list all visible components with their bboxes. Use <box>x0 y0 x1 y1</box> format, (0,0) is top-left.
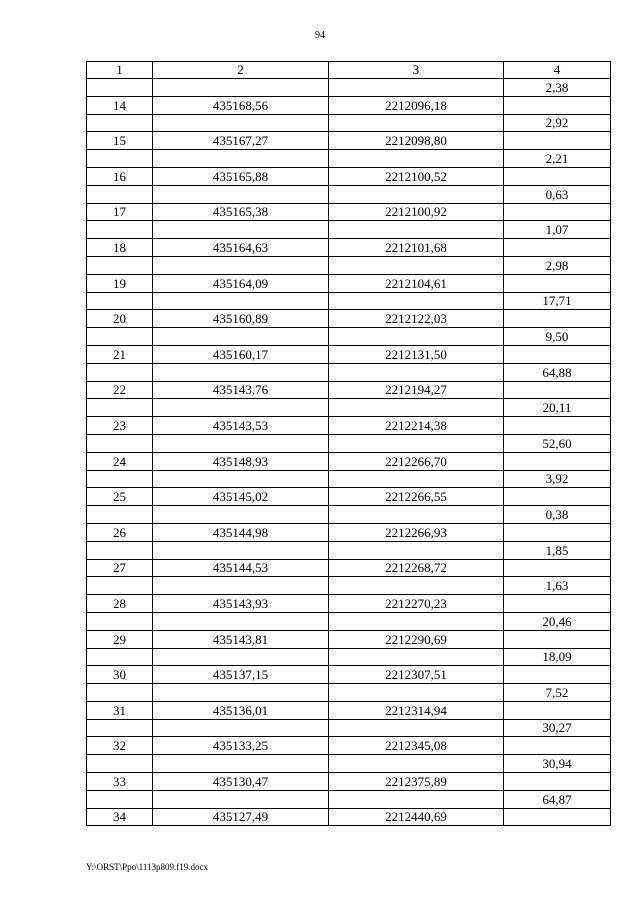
y-coordinate-cell <box>329 150 504 168</box>
distance-cell <box>504 773 611 791</box>
distance-cell: 18,09 <box>504 648 611 666</box>
x-coordinate-cell: 435164,09 <box>153 274 329 292</box>
point-number-cell: 14 <box>87 96 153 114</box>
y-coordinate-cell <box>329 755 504 773</box>
x-coordinate-cell: 435143,53 <box>153 417 329 435</box>
table-header <box>87 62 611 79</box>
table-body <box>87 79 611 826</box>
point-number-cell: 18 <box>87 239 153 257</box>
distance-cell <box>504 595 611 613</box>
coordinates-table <box>86 61 611 826</box>
x-coordinate-cell: 435165,38 <box>153 203 329 221</box>
y-coordinate-cell: 2212345,08 <box>329 737 504 755</box>
table-row <box>87 808 611 826</box>
y-coordinate-cell: 2212101,68 <box>329 239 504 257</box>
distance-cell <box>504 381 611 399</box>
point-number-cell <box>87 470 153 488</box>
x-coordinate-cell <box>153 648 329 666</box>
y-coordinate-cell: 2212270,23 <box>329 595 504 613</box>
x-coordinate-cell: 435160,17 <box>153 345 329 363</box>
point-number-cell: 34 <box>87 808 153 826</box>
y-coordinate-cell: 2212100,92 <box>329 203 504 221</box>
y-coordinate-cell: 2212122,03 <box>329 310 504 328</box>
point-number-cell: 24 <box>87 452 153 470</box>
table-row <box>87 399 611 417</box>
table-row <box>87 630 611 648</box>
table-row <box>87 755 611 773</box>
table-row <box>87 328 611 346</box>
point-number-cell: 23 <box>87 417 153 435</box>
y-coordinate-cell: 2212214,38 <box>329 417 504 435</box>
y-coordinate-cell: 2212100,52 <box>329 167 504 185</box>
table-row <box>87 167 611 185</box>
y-coordinate-cell <box>329 399 504 417</box>
distance-cell: 2,21 <box>504 150 611 168</box>
table-row <box>87 239 611 257</box>
point-number-cell <box>87 150 153 168</box>
y-coordinate-cell: 2212268,72 <box>329 559 504 577</box>
distance-cell <box>504 96 611 114</box>
y-coordinate-cell: 2212131,50 <box>329 345 504 363</box>
table-row <box>87 434 611 452</box>
column-header-4: 4 <box>504 62 611 79</box>
point-number-cell <box>87 648 153 666</box>
x-coordinate-cell: 435143,93 <box>153 595 329 613</box>
column-header-1: 1 <box>87 62 153 79</box>
point-number-cell: 27 <box>87 559 153 577</box>
table-row <box>87 256 611 274</box>
table-row <box>87 363 611 381</box>
point-number-cell: 32 <box>87 737 153 755</box>
distance-cell: 30,94 <box>504 755 611 773</box>
y-coordinate-cell <box>329 577 504 595</box>
distance-cell: 20,46 <box>504 612 611 630</box>
x-coordinate-cell: 435144,53 <box>153 559 329 577</box>
distance-cell <box>504 559 611 577</box>
x-coordinate-cell <box>153 150 329 168</box>
point-number-cell <box>87 363 153 381</box>
point-number-cell <box>87 221 153 239</box>
point-number-cell: 20 <box>87 310 153 328</box>
table-row <box>87 719 611 737</box>
distance-cell <box>504 701 611 719</box>
distance-cell <box>504 274 611 292</box>
y-coordinate-cell <box>329 114 504 132</box>
point-number-cell <box>87 114 153 132</box>
x-coordinate-cell <box>153 328 329 346</box>
table-row <box>87 79 611 97</box>
point-number-cell: 33 <box>87 773 153 791</box>
point-number-cell <box>87 719 153 737</box>
distance-cell: 17,71 <box>504 292 611 310</box>
y-coordinate-cell <box>329 684 504 702</box>
distance-cell: 64,87 <box>504 790 611 808</box>
y-coordinate-cell: 2212098,80 <box>329 132 504 150</box>
x-coordinate-cell: 435133,25 <box>153 737 329 755</box>
x-coordinate-cell <box>153 221 329 239</box>
distance-cell <box>504 132 611 150</box>
x-coordinate-cell <box>153 541 329 559</box>
x-coordinate-cell <box>153 577 329 595</box>
y-coordinate-cell <box>329 328 504 346</box>
y-coordinate-cell <box>329 719 504 737</box>
table-row <box>87 185 611 203</box>
x-coordinate-cell <box>153 363 329 381</box>
point-number-cell <box>87 506 153 524</box>
table-row <box>87 221 611 239</box>
x-coordinate-cell <box>153 506 329 524</box>
distance-cell <box>504 417 611 435</box>
table-row <box>87 790 611 808</box>
x-coordinate-cell <box>153 790 329 808</box>
distance-cell: 0,63 <box>504 185 611 203</box>
y-coordinate-cell: 2212314,94 <box>329 701 504 719</box>
distance-cell <box>504 808 611 826</box>
column-header-2: 2 <box>153 62 329 79</box>
y-coordinate-cell: 2212266,93 <box>329 523 504 541</box>
table-row <box>87 310 611 328</box>
y-coordinate-cell <box>329 79 504 97</box>
distance-cell <box>504 523 611 541</box>
y-coordinate-cell: 2212096,18 <box>329 96 504 114</box>
point-number-cell <box>87 577 153 595</box>
table-row <box>87 541 611 559</box>
distance-cell <box>504 203 611 221</box>
point-number-cell <box>87 684 153 702</box>
table-row <box>87 292 611 310</box>
table-row <box>87 666 611 684</box>
table-row <box>87 381 611 399</box>
x-coordinate-cell <box>153 256 329 274</box>
y-coordinate-cell: 2212194,27 <box>329 381 504 399</box>
point-number-cell: 16 <box>87 167 153 185</box>
point-number-cell: 15 <box>87 132 153 150</box>
distance-cell: 52,60 <box>504 434 611 452</box>
table-row <box>87 506 611 524</box>
table-header-row <box>87 62 611 79</box>
table-row <box>87 773 611 791</box>
point-number-cell <box>87 541 153 559</box>
point-number-cell <box>87 256 153 274</box>
table-row <box>87 612 611 630</box>
distance-cell: 3,92 <box>504 470 611 488</box>
point-number-cell <box>87 328 153 346</box>
x-coordinate-cell <box>153 755 329 773</box>
point-number-cell: 29 <box>87 630 153 648</box>
y-coordinate-cell: 2212307,51 <box>329 666 504 684</box>
y-coordinate-cell <box>329 790 504 808</box>
point-number-cell <box>87 292 153 310</box>
distance-cell <box>504 630 611 648</box>
table-row <box>87 417 611 435</box>
point-number-cell <box>87 612 153 630</box>
point-number-cell: 25 <box>87 488 153 506</box>
distance-cell <box>504 239 611 257</box>
table-row <box>87 96 611 114</box>
distance-cell <box>504 666 611 684</box>
x-coordinate-cell <box>153 292 329 310</box>
y-coordinate-cell: 2212290,69 <box>329 630 504 648</box>
distance-cell <box>504 737 611 755</box>
point-number-cell: 28 <box>87 595 153 613</box>
distance-cell: 0,38 <box>504 506 611 524</box>
distance-cell: 9,50 <box>504 328 611 346</box>
x-coordinate-cell: 435160,89 <box>153 310 329 328</box>
x-coordinate-cell <box>153 470 329 488</box>
distance-cell: 64,88 <box>504 363 611 381</box>
distance-cell <box>504 345 611 363</box>
point-number-cell: 31 <box>87 701 153 719</box>
y-coordinate-cell <box>329 470 504 488</box>
table-row <box>87 701 611 719</box>
y-coordinate-cell <box>329 541 504 559</box>
point-number-cell <box>87 434 153 452</box>
y-coordinate-cell <box>329 648 504 666</box>
x-coordinate-cell <box>153 79 329 97</box>
point-number-cell <box>87 399 153 417</box>
distance-cell: 1,07 <box>504 221 611 239</box>
distance-cell: 30,27 <box>504 719 611 737</box>
point-number-cell: 19 <box>87 274 153 292</box>
y-coordinate-cell <box>329 292 504 310</box>
y-coordinate-cell <box>329 506 504 524</box>
x-coordinate-cell <box>153 719 329 737</box>
x-coordinate-cell: 435165,88 <box>153 167 329 185</box>
table-row <box>87 150 611 168</box>
table-row <box>87 203 611 221</box>
distance-cell: 1,85 <box>504 541 611 559</box>
point-number-cell <box>87 79 153 97</box>
distance-cell <box>504 452 611 470</box>
point-number-cell: 26 <box>87 523 153 541</box>
table-row <box>87 114 611 132</box>
y-coordinate-cell <box>329 185 504 203</box>
x-coordinate-cell <box>153 612 329 630</box>
table-row <box>87 648 611 666</box>
x-coordinate-cell <box>153 185 329 203</box>
x-coordinate-cell: 435167,27 <box>153 132 329 150</box>
x-coordinate-cell: 435137,15 <box>153 666 329 684</box>
table-row <box>87 274 611 292</box>
point-number-cell: 17 <box>87 203 153 221</box>
x-coordinate-cell: 435143,76 <box>153 381 329 399</box>
x-coordinate-cell: 435164,63 <box>153 239 329 257</box>
y-coordinate-cell <box>329 256 504 274</box>
point-number-cell: 22 <box>87 381 153 399</box>
distance-cell: 2,38 <box>504 79 611 97</box>
table-row <box>87 488 611 506</box>
x-coordinate-cell <box>153 399 329 417</box>
point-number-cell <box>87 755 153 773</box>
y-coordinate-cell <box>329 434 504 452</box>
x-coordinate-cell: 435144,98 <box>153 523 329 541</box>
x-coordinate-cell <box>153 114 329 132</box>
table-row <box>87 132 611 150</box>
x-coordinate-cell: 435143,81 <box>153 630 329 648</box>
distance-cell <box>504 488 611 506</box>
point-number-cell <box>87 185 153 203</box>
table-row <box>87 523 611 541</box>
x-coordinate-cell <box>153 434 329 452</box>
distance-cell: 7,52 <box>504 684 611 702</box>
x-coordinate-cell: 435127,49 <box>153 808 329 826</box>
x-coordinate-cell: 435136,01 <box>153 701 329 719</box>
table-row <box>87 470 611 488</box>
x-coordinate-cell: 435130,47 <box>153 773 329 791</box>
x-coordinate-cell: 435148,93 <box>153 452 329 470</box>
table-row <box>87 452 611 470</box>
y-coordinate-cell <box>329 363 504 381</box>
distance-cell: 20,11 <box>504 399 611 417</box>
table-row <box>87 577 611 595</box>
point-number-cell: 30 <box>87 666 153 684</box>
y-coordinate-cell: 2212266,55 <box>329 488 504 506</box>
y-coordinate-cell: 2212104,61 <box>329 274 504 292</box>
distance-cell <box>504 167 611 185</box>
point-number-cell: 21 <box>87 345 153 363</box>
x-coordinate-cell: 435168,56 <box>153 96 329 114</box>
distance-cell <box>504 310 611 328</box>
x-coordinate-cell: 435145,02 <box>153 488 329 506</box>
point-number-cell <box>87 790 153 808</box>
y-coordinate-cell: 2212375,89 <box>329 773 504 791</box>
column-header-3: 3 <box>329 62 504 79</box>
table-row <box>87 684 611 702</box>
table-row <box>87 559 611 577</box>
y-coordinate-cell: 2212266,70 <box>329 452 504 470</box>
distance-cell: 2,98 <box>504 256 611 274</box>
table-row <box>87 737 611 755</box>
file-path-footer: Y:\ORST\Ppo\1113p809.f19.docx <box>86 862 209 872</box>
distance-cell: 1,63 <box>504 577 611 595</box>
table-row <box>87 595 611 613</box>
x-coordinate-cell <box>153 684 329 702</box>
table-row <box>87 345 611 363</box>
y-coordinate-cell <box>329 221 504 239</box>
y-coordinate-cell <box>329 612 504 630</box>
page-number: 94 <box>315 30 325 41</box>
distance-cell: 2,92 <box>504 114 611 132</box>
y-coordinate-cell: 2212440,69 <box>329 808 504 826</box>
